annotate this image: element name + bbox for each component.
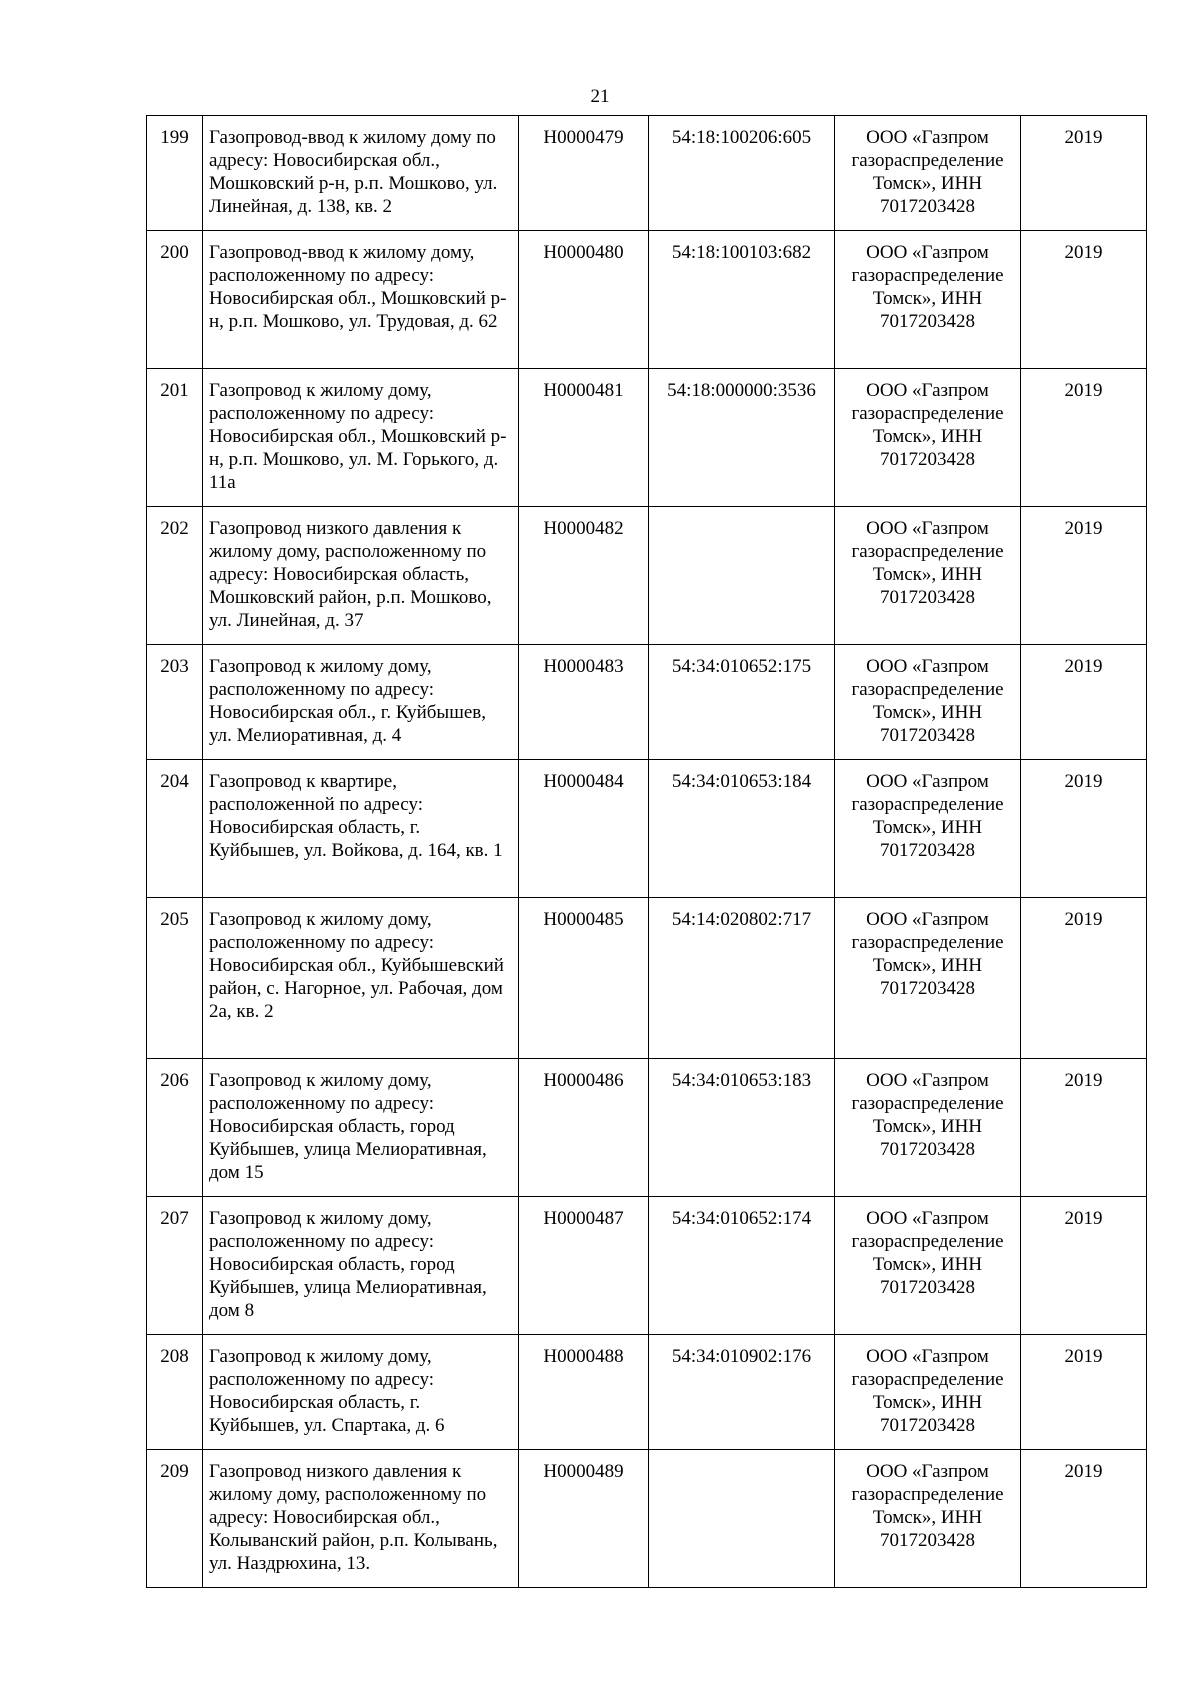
owner: ООО «Газпром газораспределение Томск», ИНН 7017203428 [835, 231, 1021, 369]
year: 2019 [1021, 1059, 1147, 1197]
owner: ООО «Газпром газораспределение Томск», ИНН 7017203428 [835, 898, 1021, 1059]
year: 2019 [1021, 898, 1147, 1059]
table-row [147, 231, 1147, 369]
row-number: 203 [147, 645, 203, 760]
inventory-number: Н0000480 [519, 231, 649, 369]
cadastral-number: 54:34:010653:184 [649, 760, 835, 898]
inventory-number: Н0000479 [519, 116, 649, 231]
inventory-number: Н0000485 [519, 898, 649, 1059]
object-description: Газопровод к жилому дому, расположенному по адресу: Новосибирская область, г. Куйбышев, ул. Спартака, д. 6 [203, 1335, 519, 1450]
row-number: 207 [147, 1197, 203, 1335]
cadastral-number: 54:34:010902:176 [649, 1335, 835, 1450]
object-description: Газопровод к жилому дому, расположенному по адресу: Новосибирская обл., Куйбышевский район, с. Нагорное, ул. Рабочая, дом 2а, кв. 2 [203, 898, 519, 1059]
year: 2019 [1021, 507, 1147, 645]
row-number: 199 [147, 116, 203, 231]
cadastral-number: 54:18:000000:3536 [649, 369, 835, 507]
registry-table [146, 115, 1147, 1588]
cadastral-number [649, 1450, 835, 1588]
cadastral-number: 54:18:100103:682 [649, 231, 835, 369]
object-description: Газопровод к жилому дому, расположенному по адресу: Новосибирская обл., г. Куйбышев, ул. Мелиоративная, д. 4 [203, 645, 519, 760]
owner: ООО «Газпром газораспределение Томск», ИНН 7017203428 [835, 1197, 1021, 1335]
table-row [147, 116, 1147, 231]
inventory-number: Н0000488 [519, 1335, 649, 1450]
row-number: 202 [147, 507, 203, 645]
owner: ООО «Газпром газораспределение Томск», ИНН 7017203428 [835, 116, 1021, 231]
table-row [147, 898, 1147, 1059]
inventory-number: Н0000487 [519, 1197, 649, 1335]
table-row [147, 1059, 1147, 1197]
owner: ООО «Газпром газораспределение Томск», ИНН 7017203428 [835, 645, 1021, 760]
object-description: Газопровод низкого давления к жилому дому, расположенному по адресу: Новосибирская обл., Колыванский район, р.п. Колывань, ул. Наздрюхина, 13. [203, 1450, 519, 1588]
owner: ООО «Газпром газораспределение Томск», ИНН 7017203428 [835, 369, 1021, 507]
table-row [147, 645, 1147, 760]
year: 2019 [1021, 645, 1147, 760]
year: 2019 [1021, 369, 1147, 507]
inventory-number: Н0000483 [519, 645, 649, 760]
year: 2019 [1021, 760, 1147, 898]
row-number: 208 [147, 1335, 203, 1450]
inventory-number: Н0000486 [519, 1059, 649, 1197]
object-description: Газопровод к жилому дому, расположенному по адресу: Новосибирская область, город Куйбышев, улица Мелиоративная, дом 8 [203, 1197, 519, 1335]
cadastral-number: 54:34:010652:174 [649, 1197, 835, 1335]
owner: ООО «Газпром газораспределение Томск», ИНН 7017203428 [835, 507, 1021, 645]
owner: ООО «Газпром газораспределение Томск», ИНН 7017203428 [835, 1335, 1021, 1450]
cadastral-number: 54:34:010652:175 [649, 645, 835, 760]
table-row [147, 760, 1147, 898]
cadastral-number: 54:18:100206:605 [649, 116, 835, 231]
object-description: Газопровод к жилому дому, расположенному по адресу: Новосибирская область, город Куйбышев, улица Мелиоративная, дом 15 [203, 1059, 519, 1197]
year: 2019 [1021, 116, 1147, 231]
year: 2019 [1021, 1450, 1147, 1588]
cadastral-number [649, 507, 835, 645]
inventory-number: Н0000484 [519, 760, 649, 898]
year: 2019 [1021, 231, 1147, 369]
owner: ООО «Газпром газораспределение Томск», ИНН 7017203428 [835, 1450, 1021, 1588]
year: 2019 [1021, 1197, 1147, 1335]
object-description: Газопровод-ввод к жилому дому, расположенному по адресу: Новосибирская обл., Мошковский р-н, р.п. Мошково, ул. Трудовая, д. 62 [203, 231, 519, 369]
cadastral-number: 54:34:010653:183 [649, 1059, 835, 1197]
object-description: Газопровод к квартире, расположенной по адресу: Новосибирская область, г. Куйбышев, ул. Войкова, д. 164, кв. 1 [203, 760, 519, 898]
object-description: Газопровод к жилому дому, расположенному по адресу: Новосибирская обл., Мошковский р-н, р.п. Мошково, ул. М. Горького, д. 11а [203, 369, 519, 507]
cadastral-number: 54:14:020802:717 [649, 898, 835, 1059]
row-number: 201 [147, 369, 203, 507]
inventory-number: Н0000482 [519, 507, 649, 645]
row-number: 209 [147, 1450, 203, 1588]
object-description: Газопровод-ввод к жилому дому по адресу: Новосибирская обл., Мошковский р-н, р.п. Мошково, ул. Линейная, д. 138, кв. 2 [203, 116, 519, 231]
owner: ООО «Газпром газораспределение Томск», ИНН 7017203428 [835, 1059, 1021, 1197]
table-row [147, 369, 1147, 507]
inventory-number: Н0000489 [519, 1450, 649, 1588]
row-number: 200 [147, 231, 203, 369]
row-number: 204 [147, 760, 203, 898]
table-row [147, 507, 1147, 645]
row-number: 206 [147, 1059, 203, 1197]
page-number: 21 [590, 86, 610, 107]
inventory-number: Н0000481 [519, 369, 649, 507]
owner: ООО «Газпром газораспределение Томск», ИНН 7017203428 [835, 760, 1021, 898]
row-number: 205 [147, 898, 203, 1059]
object-description: Газопровод низкого давления к жилому дому, расположенному по адресу: Новосибирская область, Мошковский район, р.п. Мошково, ул. Линейная, д. 37 [203, 507, 519, 645]
year: 2019 [1021, 1335, 1147, 1450]
table-row [147, 1450, 1147, 1588]
table-row [147, 1197, 1147, 1335]
table-row [147, 1335, 1147, 1450]
